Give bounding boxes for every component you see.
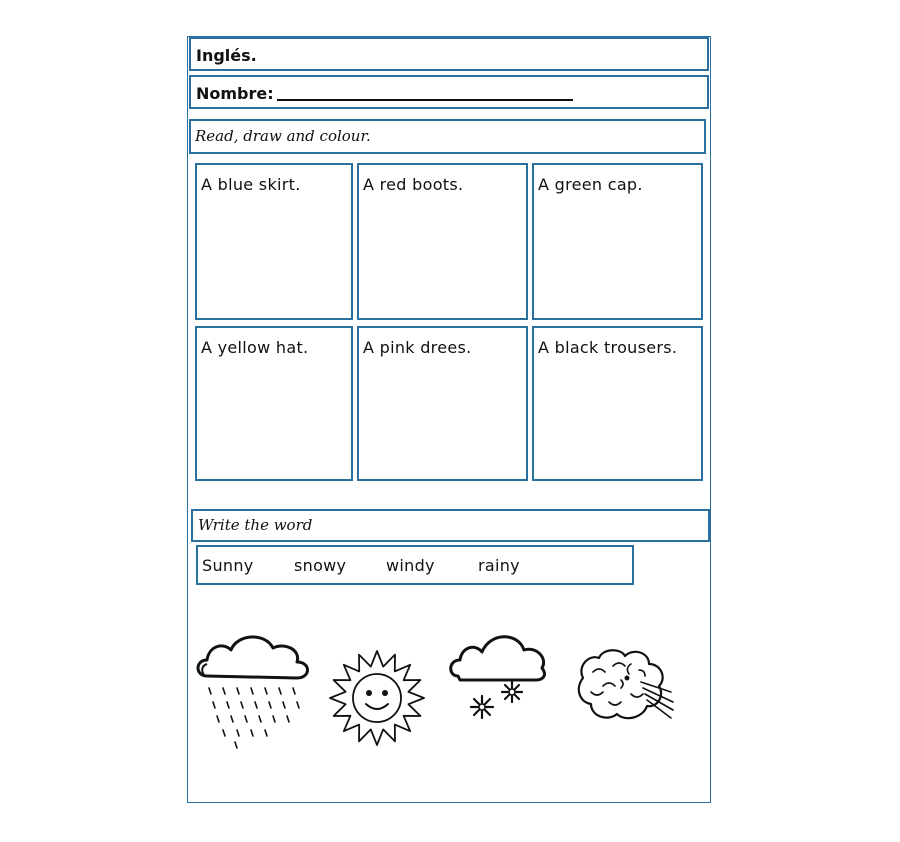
cell-label-3: A green cap. [538,175,643,194]
instruction-box-2 [191,509,710,542]
drawing-cell-5[interactable] [357,326,528,481]
drawing-cell-4[interactable] [195,326,353,481]
drawing-cell-2[interactable] [357,163,528,320]
cell-label-1: A blue skirt. [201,175,301,194]
subject-box [189,37,709,71]
instruction-read-draw: Read, draw and colour. [195,127,371,145]
name-box [189,75,709,109]
instruction-box-1 [189,119,706,154]
word-sunny: Sunny [202,556,254,575]
snow-cloud-icon [448,630,546,726]
drawing-cell-6[interactable] [532,326,703,481]
drawing-cell-1[interactable] [195,163,353,320]
rain-cloud-icon [193,628,315,753]
instruction-write-word: Write the word [198,516,313,534]
word-snowy: snowy [294,556,347,575]
name-label: Nombre: [196,84,274,103]
cell-label-6: A black trousers. [538,338,678,357]
cell-label-4: A yellow hat. [201,338,309,357]
drawing-cell-3[interactable] [532,163,703,320]
subject-label: Inglés. [196,46,257,65]
cell-label-5: A pink drees. [363,338,472,357]
cell-label-2: A red boots. [363,175,464,194]
wind-icon [573,648,677,728]
word-windy: windy [386,556,435,575]
name-line[interactable] [277,99,573,101]
word-rainy: rainy [478,556,520,575]
sun-icon [328,648,426,748]
